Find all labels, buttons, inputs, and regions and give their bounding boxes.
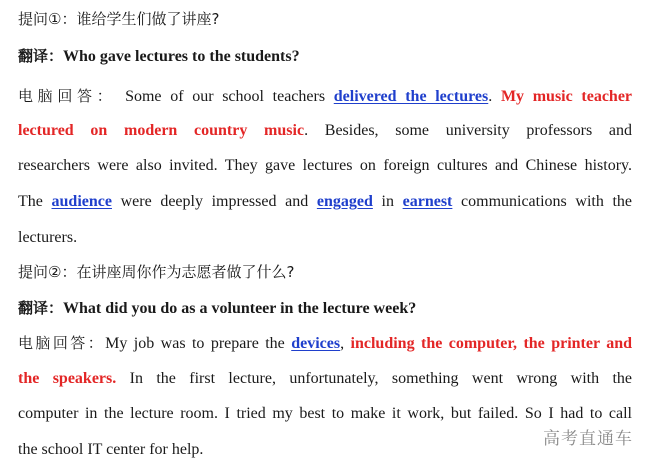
answer-2-line-1 bbox=[18, 333, 632, 354]
highlight-red: the speakers. bbox=[18, 370, 117, 387]
answer-2-line-2 bbox=[18, 369, 632, 389]
answer-1-line-1 bbox=[18, 86, 632, 107]
highlight-red: My music teacher bbox=[500, 88, 633, 105]
answer-text: . bbox=[488, 88, 493, 105]
answer-label: 电脑回答： bbox=[18, 334, 106, 352]
answer-label: 电脑回答： bbox=[18, 87, 117, 105]
question-1-prompt: 提问①：谁给学生们做了讲座? bbox=[18, 10, 220, 28]
highlight-link: delivered the lectures bbox=[333, 88, 489, 105]
answer-text: were deeply impressed and bbox=[120, 193, 309, 210]
answer-2-line-3: computer in the lecture room. I tried my best to make it work, but failed. So I had to call bbox=[18, 405, 632, 422]
answer-1-line-4 bbox=[18, 192, 632, 212]
answer-text: , bbox=[340, 335, 345, 352]
answer-text: communications with the bbox=[461, 193, 633, 210]
answer-text: in bbox=[381, 193, 394, 210]
translation-label: 翻译： bbox=[18, 299, 64, 317]
watermark: 高考直通车 bbox=[543, 429, 633, 449]
highlight-link: earnest bbox=[402, 193, 453, 210]
answer-text: In the first lecture, unfortunately, something went wrong with the bbox=[129, 370, 633, 387]
answer-text: My job was to prepare the bbox=[105, 335, 285, 352]
translation-text: What did you do as a volunteer in the lecture week? bbox=[63, 300, 417, 317]
answer-1-line-3: researchers were also invited. They gave lectures on foreign cultures and Chinese history. bbox=[18, 157, 632, 174]
question-2-prompt: 提问②：在讲座周你作为志愿者做了什么? bbox=[18, 263, 295, 281]
highlight-link: devices bbox=[291, 335, 341, 352]
highlight-link: engaged bbox=[316, 193, 373, 210]
highlight-red: including the computer, the printer and bbox=[350, 335, 633, 352]
question-1-translation bbox=[18, 46, 632, 67]
answer-1-line-5: lecturers. bbox=[18, 229, 78, 246]
highlight-link: audience bbox=[51, 193, 112, 210]
answer-2-line-4: the school IT center for help. bbox=[18, 441, 204, 458]
answer-text: Some of our school teachers bbox=[125, 88, 326, 105]
answer-1-line-2 bbox=[18, 121, 632, 141]
answer-text: . Besides, some university professors and bbox=[304, 122, 632, 139]
translation-text: Who gave lectures to the students? bbox=[63, 48, 300, 65]
question-2-translation bbox=[18, 298, 632, 319]
translation-label: 翻译： bbox=[18, 47, 64, 65]
answer-text: The bbox=[18, 193, 43, 210]
highlight-red: lectured on modern country music bbox=[18, 122, 305, 139]
